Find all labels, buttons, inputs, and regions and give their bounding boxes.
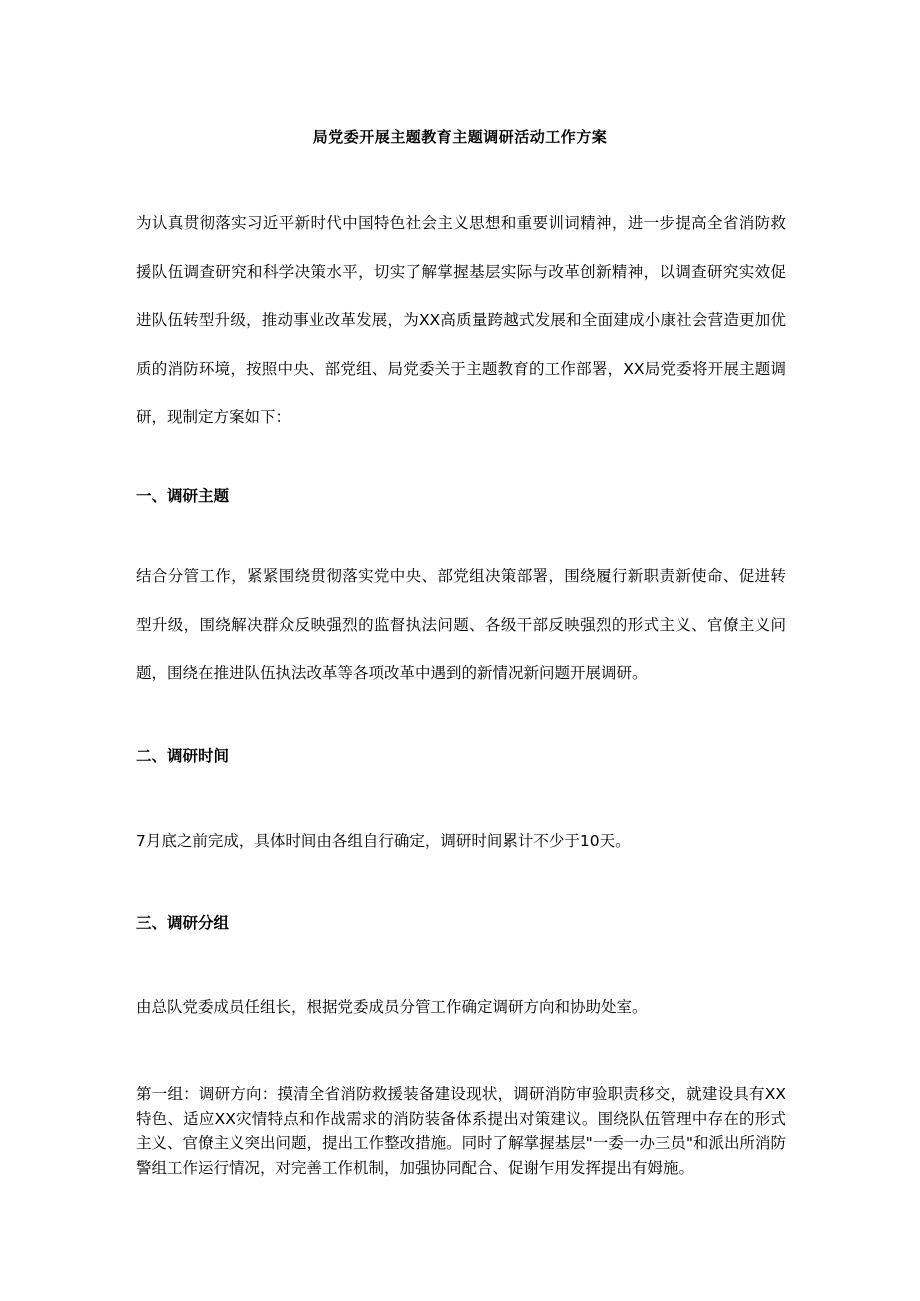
group-one-paragraph: 第一组：调研方向：摸清全省消防救援装备建设现状，调研消防审验职责移交，就建设具有XX特色、适应XX灾情特点和作战需求的消防装备体系提出对策建议。围绕队伍管理中存在的形式主义、官僚主义突出问题，提出工作整改措施。同时了解掌握基层"一委一办三员"和派出所消防警组工作运行情况，对完善工作机制，加强协同配合、促谢乍用发挥提出有姆施。	[136, 1085, 786, 1177]
section-heading-groups: 三、调研分组	[136, 914, 230, 932]
document-title: 局党委开展主题教育主题调研活动工作方案	[312, 128, 608, 146]
section-heading-topic: 一、调研主题	[136, 487, 230, 505]
section-body-groups: 由总队党委成员任组长，根据党委成员分管工作确定调研方向和协助处室。	[136, 998, 648, 1016]
intro-paragraph: 为认真贯彻落实习近平新时代中国特色社会主义思想和重要训词精神，进一步提高全省消防救援队伍调查研究和科学决策水平，切实了解掌握基层实际与改革创新精神，以调查研究实效促进队伍转型升级，推动事业改革发展，为XX高质量跨越式发展和全面建成小康社会营造更加优质的消防环境，按照中央、部党组、局党委关于主题教育的工作部署，XX局党委将开展主题调研，现制定方案如下：	[136, 214, 786, 426]
section-body-topic: 结合分管工作，紧紧围绕贯彻落实党中央、部党组决策部署，围绕履行新职责新使命、促进转型升级，围绕解决群众反映强烈的监督执法问题、各级干部反映强烈的形式主义、官僚主义问题，围绕在推进队伍执法改革等各项改革中遇到的新情况新问题开展调研。	[136, 567, 786, 682]
section-body-time: 7月底之前完成，具体时间由各组自行确定，调研时间累计不少于10天。	[136, 832, 631, 850]
section-heading-time: 二、调研时间	[136, 747, 230, 765]
